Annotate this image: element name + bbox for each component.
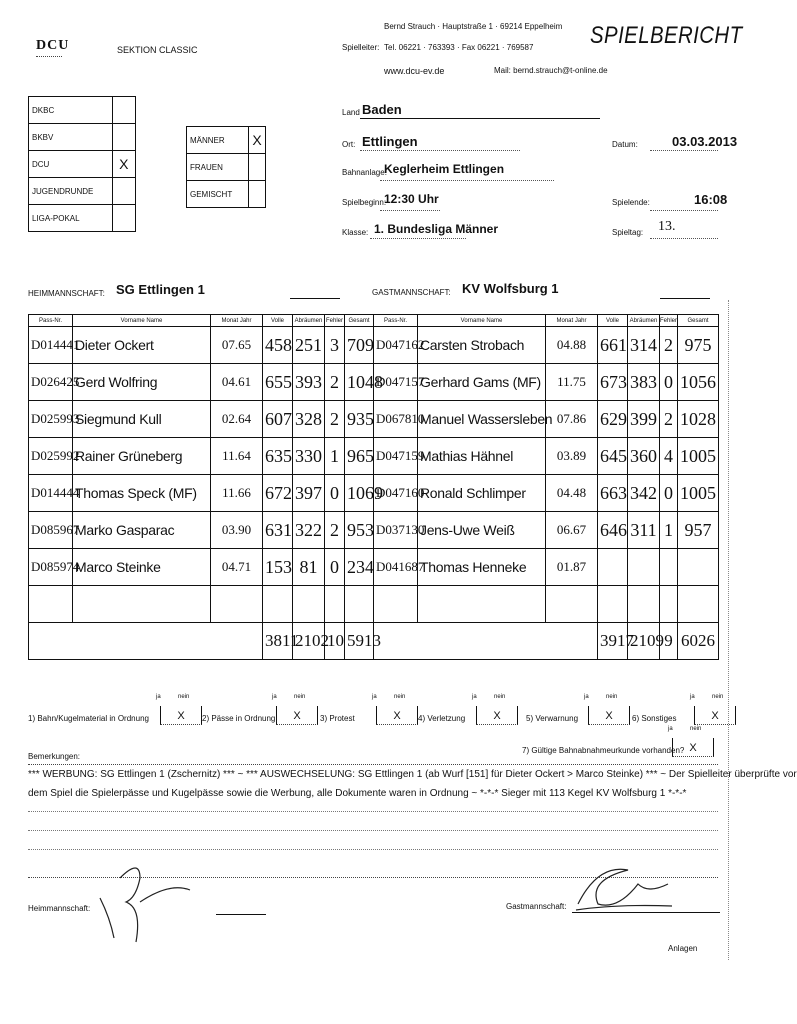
check-box[interactable]: X [476,706,518,725]
results-table [28,314,719,660]
home-volle-cell: 607 [263,401,293,438]
guest-gesamt-cell: 1028 [678,401,719,438]
guest-volle-cell [598,549,628,586]
check-label: 3) Protest [320,714,355,723]
check-ja-label: ja [668,726,673,732]
guest-volle-cell: 663 [598,475,628,512]
home-abr-cell: 81 [293,549,325,586]
guest-abr-cell: 311 [628,512,660,549]
contact-line: Bernd Strauch · Hauptstraße 1 · 69214 Eppelheim [384,22,563,31]
guest-abr-cell: 360 [628,438,660,475]
guest-signature-label: Gastmannschaft: [506,902,567,911]
guest-abr-cell: 383 [628,364,660,401]
org-row [29,97,136,124]
check-ja-label: ja [272,694,277,700]
check-ja-label: ja [584,694,589,700]
check-nein-label: nein [690,726,702,732]
home-gesamt-cell [345,586,374,623]
guest-mj-cell: 04.88 [546,327,598,364]
org-checkbox[interactable] [112,97,135,124]
land-value: Baden [362,102,402,117]
table-row [29,401,719,438]
column-header: Gesamt [345,315,374,327]
home-gesamt-cell: 1048 [345,364,374,401]
home-name-cell [73,586,211,623]
home-pass-cell: D085974 [29,549,73,586]
guest-fehler-cell: 2 [660,401,678,438]
email: Mail: bernd.strauch@t-online.de [494,66,608,75]
check-label: 1) Bahn/Kugelmaterial in Ordnung [28,714,149,723]
home-pass-cell: D014441 [29,327,73,364]
guest-volle-cell: 646 [598,512,628,549]
guest-name-cell: Jens-Uwe Weiß [418,512,546,549]
spielende-value: 16:08 [694,192,728,207]
logo-text: DCU [36,38,70,53]
home-name-cell: Gerd Wolfring [73,364,211,401]
org-box-table [28,96,136,232]
guest-fehler-cell: 0 [660,364,678,401]
check-box[interactable]: X [276,706,318,725]
home-total-gesamt: 5913 [345,623,374,660]
org-checkbox[interactable] [112,124,135,151]
guest-fehler-cell: 2 [660,327,678,364]
home-name-cell: Thomas Speck (MF) [73,475,211,512]
spielbeginn-label: Spielbeginn: [342,198,387,207]
phone-line: Tel. 06221 · 763393 · Fax 06221 · 769587 [384,43,534,52]
anlagen-label: Anlagen [668,944,698,953]
home-abr-cell: 330 [293,438,325,475]
home-abr-cell: 251 [293,327,325,364]
home-name-cell: Marko Gasparac [73,512,211,549]
org-row [29,205,136,232]
land-label: Land [342,108,360,117]
column-header: Volle [598,315,628,327]
home-mj-cell: 11.66 [211,475,263,512]
home-fehler-cell: 2 [325,401,345,438]
guest-total-gesamt: 6026 [678,623,719,660]
spielbeginn-value: 12:30 Uhr [384,192,439,206]
check-nein-label: nein [294,694,306,700]
column-header: Abräumen [628,315,660,327]
guest-total-volle: 3917 [598,623,628,660]
org-label: JUGENDRUNDE [29,178,113,205]
guest-volle-cell [598,586,628,623]
home-gesamt-cell: 1069 [345,475,374,512]
gender-box-table [186,126,266,208]
check-label: 5) Verwarnung [526,714,579,723]
guest-pass-cell: D047159 [374,438,418,475]
home-totals-blank [29,623,263,660]
guest-fehler-cell [660,549,678,586]
org-checkbox[interactable]: X [112,151,135,178]
home-total-volle: 3811 [263,623,293,660]
home-fehler-cell: 3 [325,327,345,364]
guest-mj-cell: 07.86 [546,401,598,438]
guest-gesamt-cell [678,549,719,586]
home-volle-cell: 635 [263,438,293,475]
home-fehler-cell [325,586,345,623]
gender-row [187,154,266,181]
guest-pass-cell [374,586,418,623]
column-header: Vorname Name [73,315,211,327]
guest-gesamt-cell [678,586,719,623]
home-fehler-cell: 2 [325,364,345,401]
ort-label: Ort: [342,140,356,149]
check-nein-label: nein [394,694,406,700]
remarks-label: Bemerkungen: [28,752,81,761]
check-ja-label: ja [690,694,695,700]
dcu-logo [36,38,70,57]
table-row [29,512,719,549]
guest-gesamt-cell: 1056 [678,364,719,401]
guest-pass-cell: D041687 [374,549,418,586]
guest-team-label: GASTMANNSCHAFT: [372,288,451,297]
guest-pass-cell: D037130 [374,512,418,549]
home-gesamt-cell: 953 [345,512,374,549]
remarks-line-1: *** WERBUNG: SG Ettlingen 1 (Zschernitz) *** ~ *** AUSWECHSELUNG: SG Ettlingen 1 (ab Wurf [151] für Dieter Ockert > Marco Steinke) *** ~ Der Spielleiter überprüfte vor [28,769,797,780]
org-label: LIGA-POKAL [29,205,113,232]
check-box[interactable]: X [672,738,714,757]
org-label: BKBV [29,124,113,151]
home-signature-label: Heimmannschaft: [28,904,91,913]
home-pass-cell: D026425 [29,364,73,401]
guest-name-cell: Ronald Schlimper [418,475,546,512]
gender-checkbox[interactable] [249,181,266,208]
guest-pass-cell: D067810 [374,401,418,438]
home-mj-cell: 04.61 [211,364,263,401]
guest-fehler-cell: 0 [660,475,678,512]
guest-name-cell: Thomas Henneke [418,549,546,586]
home-gesamt-cell: 709 [345,327,374,364]
check-nein-label: nein [178,694,190,700]
home-volle-cell: 153 [263,549,293,586]
home-name-cell: Rainer Grüneberg [73,438,211,475]
guest-mj-cell: 03.89 [546,438,598,475]
check-box[interactable]: X [694,706,736,725]
column-header: Vorname Name [418,315,546,327]
home-gesamt-cell: 965 [345,438,374,475]
guest-mj-cell: 04.48 [546,475,598,512]
gender-row [187,127,266,154]
home-volle-cell [263,586,293,623]
column-header: Abräumen [293,315,325,327]
home-abr-cell: 322 [293,512,325,549]
guest-abr-cell: 399 [628,401,660,438]
check-box[interactable]: X [160,706,202,725]
table-row [29,327,719,364]
table-row [29,438,719,475]
home-name-cell: Dieter Ockert [73,327,211,364]
home-gesamt-cell: 935 [345,401,374,438]
home-fehler-cell: 2 [325,512,345,549]
home-mj-cell [211,586,263,623]
check-label: 7) Gültige Bahnabnahmeurkunde vorhanden? [522,746,685,755]
spielleiter-label: Spielleiter: [342,43,380,52]
guest-volle-cell: 661 [598,327,628,364]
guest-pass-cell: D047157 [374,364,418,401]
home-total-abr: 2102 [293,623,325,660]
guest-signature [568,860,678,920]
column-header: Volle [263,315,293,327]
klasse-label: Klasse: [342,228,369,237]
gender-checkbox[interactable]: X [249,127,266,154]
guest-total-abr: 2109 [628,623,660,660]
org-checkbox[interactable] [112,205,135,232]
table-row [29,364,719,401]
column-header: Monat Jahr [546,315,598,327]
datum-value: 03.03.2013 [672,134,738,149]
guest-mj-cell [546,586,598,623]
website: www.dcu-ev.de [384,66,445,76]
section-label: SEKTION CLASSIC [117,45,198,55]
home-pass-cell: D085967 [29,512,73,549]
column-header: Monat Jahr [211,315,263,327]
guest-mj-cell: 06.67 [546,512,598,549]
home-team-label: HEIMMANNSCHAFT: [28,289,105,298]
guest-abr-cell: 342 [628,475,660,512]
home-gesamt-cell: 234 [345,549,374,586]
guest-abr-cell: 314 [628,327,660,364]
guest-gesamt-cell: 975 [678,327,719,364]
org-label: DKBC [29,97,113,124]
guest-abr-cell [628,586,660,623]
check-ja-label: ja [372,694,377,700]
org-row [29,124,136,151]
guest-gesamt-cell: 1005 [678,475,719,512]
check-box[interactable]: X [376,706,418,725]
guest-name-cell: Gerhard Gams (MF) [418,364,546,401]
home-name-cell: Siegmund Kull [73,401,211,438]
home-pass-cell: D025992 [29,438,73,475]
results-header-row [29,315,719,327]
guest-name-cell: Carsten Strobach [418,327,546,364]
gender-label: MÄNNER [187,127,249,154]
klasse-value: 1. Bundesliga Männer [374,222,499,236]
check-box[interactable]: X [588,706,630,725]
guest-volle-cell: 645 [598,438,628,475]
home-total-fehler: 10 [325,623,345,660]
check-nein-label: nein [712,694,724,700]
home-mj-cell: 02.64 [211,401,263,438]
spielende-label: Spielende: [612,198,650,207]
guest-team-value: KV Wolfsburg 1 [462,281,559,296]
guest-name-cell: Manuel Wassersleben [418,401,546,438]
org-row [29,151,136,178]
home-abr-cell: 328 [293,401,325,438]
remarks-line-2: dem Spiel die Spielerpässe und Kugelpässe sowie die Werbung, alle Dokumente waren in Ordnung ~ *-*-* Sieger mit 113 Kegel KV Wolfsburg 1 *-*-* [28,788,687,799]
guest-pass-cell: D047160 [374,475,418,512]
guest-name-cell: Mathias Hähnel [418,438,546,475]
home-fehler-cell: 1 [325,438,345,475]
guest-mj-cell: 01.87 [546,549,598,586]
home-abr-cell [293,586,325,623]
guest-gesamt-cell: 1005 [678,438,719,475]
ort-value: Ettlingen [362,134,418,149]
check-ja-label: ja [472,694,477,700]
gender-row [187,181,266,208]
column-header: Fehler [660,315,678,327]
home-volle-cell: 672 [263,475,293,512]
guest-fehler-cell: 4 [660,438,678,475]
guest-fehler-cell [660,586,678,623]
column-header: Pass-Nr. [29,315,73,327]
org-label: DCU [29,151,113,178]
gender-label: FRAUEN [187,154,249,181]
home-abr-cell: 393 [293,364,325,401]
check-nein-label: nein [494,694,506,700]
home-volle-cell: 631 [263,512,293,549]
table-row [29,475,719,512]
guest-totals-blank [374,623,598,660]
totals-row [29,623,719,660]
check-label: 4) Verletzung [418,714,466,723]
guest-volle-cell: 629 [598,401,628,438]
check-nein-label: nein [606,694,618,700]
fax-edge-stripe [728,300,739,960]
home-pass-cell: D025993 [29,401,73,438]
check-ja-label: ja [156,694,161,700]
gender-checkbox[interactable] [249,154,266,181]
home-mj-cell: 04.71 [211,549,263,586]
guest-fehler-cell: 1 [660,512,678,549]
home-abr-cell: 397 [293,475,325,512]
home-volle-cell: 458 [263,327,293,364]
check-label: 2) Pässe in Ordnung [202,714,276,723]
guest-name-cell [418,586,546,623]
bahnanlage-value: Keglerheim Ettlingen [384,162,505,176]
guest-volle-cell: 673 [598,364,628,401]
table-row [29,586,719,623]
org-checkbox[interactable] [112,178,135,205]
guest-pass-cell: D047162 [374,327,418,364]
home-pass-cell [29,586,73,623]
datum-label: Datum: [612,140,638,149]
gender-label: GEMISCHT [187,181,249,208]
home-signature [90,858,210,948]
guest-mj-cell: 11.75 [546,364,598,401]
home-name-cell: Marco Steinke [73,549,211,586]
table-row [29,549,719,586]
home-mj-cell: 07.65 [211,327,263,364]
check-label: 6) Sonstiges [632,714,677,723]
column-header: Fehler [325,315,345,327]
bahnanlage-label: Bahnanlage: [342,168,387,177]
home-volle-cell: 655 [263,364,293,401]
org-row [29,178,136,205]
spieltag-value: 13. [658,219,676,234]
spieltag-label: Spieltag: [612,228,644,237]
guest-total-fehler: 9 [660,623,678,660]
page-title: SPIELBERICHT [590,22,743,49]
guest-gesamt-cell: 957 [678,512,719,549]
guest-abr-cell [628,549,660,586]
home-mj-cell: 03.90 [211,512,263,549]
column-header: Gesamt [678,315,719,327]
column-header: Pass-Nr. [374,315,418,327]
home-fehler-cell: 0 [325,475,345,512]
home-fehler-cell: 0 [325,549,345,586]
home-team-value: SG Ettlingen 1 [116,282,205,297]
home-mj-cell: 11.64 [211,438,263,475]
home-pass-cell: D014444 [29,475,73,512]
